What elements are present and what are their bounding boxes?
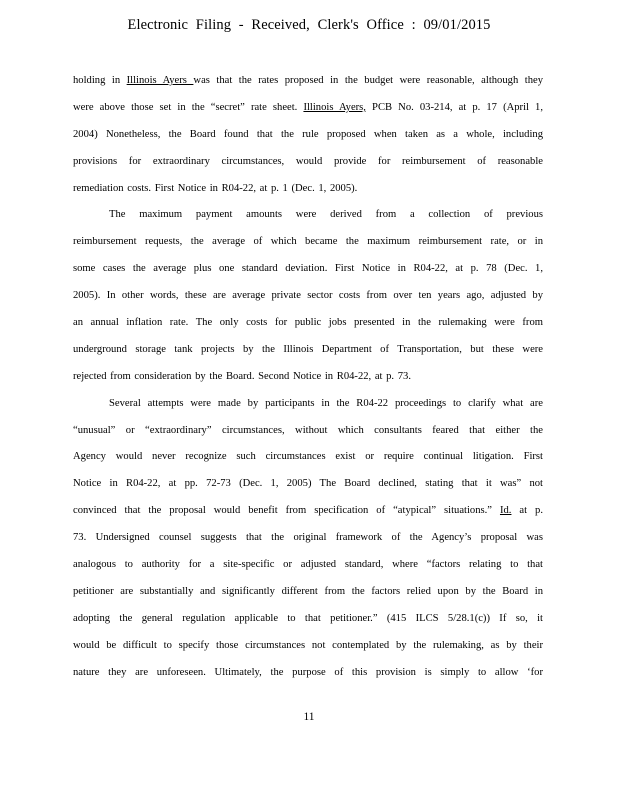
text-segment: Agency would never recognize such circumstances exist or require continual litigation. First bbox=[73, 451, 543, 463]
text-segment: provisions for extraordinary circumstances, would provide for reimbursement of reasonable bbox=[73, 155, 543, 167]
text-segment: convinced that the proposal would benefit from specification of “atypical” situations.” bbox=[73, 505, 500, 517]
text-segment: adopting the general regulation applicable to that petitioner.” (415 ILCS 5/28.1(c)) If so, it bbox=[73, 612, 543, 624]
text-segment: nature they are unforeseen. Ultimately, the purpose of this provision is simply to allow ‘for bbox=[73, 666, 543, 678]
text-line bbox=[73, 283, 543, 310]
text-line bbox=[73, 122, 543, 149]
text-line bbox=[73, 95, 543, 122]
text-line bbox=[73, 149, 543, 176]
text-segment: Notice in R04-22, at pp. 72-73 (Dec. 1, 2005) The Board declined, stating that it was” not bbox=[73, 478, 543, 490]
text-line bbox=[73, 310, 543, 337]
text-segment: The maximum payment amounts were derived from a collection of previous bbox=[109, 209, 543, 221]
text-line bbox=[73, 256, 543, 283]
text-segment: were above those set in the “secret” rate sheet. bbox=[73, 101, 304, 113]
text-line bbox=[73, 418, 543, 445]
text-segment: was that the rates proposed in the budget were reasonable, although they bbox=[193, 75, 543, 86]
filing-header: Electronic Filing - Received, Clerk's Office : 09/01/2015 bbox=[127, 17, 491, 33]
text-line bbox=[73, 660, 543, 687]
text-line bbox=[73, 364, 543, 391]
page-number: 11 bbox=[303, 711, 315, 723]
text-segment: Several attempts were made by participants in the R04-22 proceedings to clarify what are bbox=[109, 397, 543, 409]
text-line bbox=[73, 579, 543, 606]
text-line bbox=[73, 471, 543, 498]
text-line bbox=[73, 633, 543, 660]
text-line bbox=[73, 176, 543, 203]
text-line bbox=[73, 606, 543, 633]
text-line bbox=[73, 552, 543, 579]
text-line bbox=[73, 229, 543, 256]
document-body bbox=[73, 68, 543, 686]
text-segment: an annual inflation rate. The only costs for public jobs presented in the rulemaking were from bbox=[73, 317, 543, 329]
text-segment: some cases the average plus one standard deviation. First Notice in R04-22, at p. 78 (Dec. 1, bbox=[73, 263, 543, 275]
text-segment: underground storage tank projects by the Illinois Department of Transportation, but these were bbox=[73, 343, 543, 355]
citation-underlined: Illinois Ayers, bbox=[303, 101, 366, 113]
citation-underlined: Id. bbox=[499, 505, 512, 517]
text-line bbox=[73, 68, 543, 95]
text-segment: reimbursement requests, the average of which became the maximum reimbursement rate, or in bbox=[73, 236, 543, 248]
paragraph-first-line bbox=[73, 391, 543, 418]
text-segment: 73. Undersigned counsel suggests that the original framework of the Agency’s proposal was bbox=[73, 532, 543, 544]
text-line bbox=[73, 444, 543, 471]
text-segment: remediation costs. First Notice in R04-22, at p. 1 (Dec. 1, 2005). bbox=[73, 182, 358, 194]
citation-underlined: Illinois Ayers bbox=[126, 75, 194, 86]
text-segment: holding in bbox=[73, 75, 127, 86]
text-segment: analogous to authority for a site-specific or adjusted standard, where “factors relating to that bbox=[73, 559, 543, 571]
text-line bbox=[73, 498, 543, 525]
text-segment: would be difficult to specify those circumstances not contemplated by the rulemaking, as by their bbox=[73, 639, 543, 651]
text-segment: 2005). In other words, these are average private sector costs from over ten years ago, adjusted by bbox=[73, 290, 543, 302]
text-segment: petitioner are substantially and significantly different from the factors relied upon by the Board in bbox=[73, 585, 543, 597]
text-segment: at p. bbox=[511, 505, 544, 517]
text-segment: “unusual” or “extraordinary” circumstances, without which consultants feared that either the bbox=[73, 424, 543, 436]
text-line bbox=[73, 525, 543, 552]
text-line bbox=[73, 337, 543, 364]
paragraph-first-line bbox=[73, 202, 543, 229]
text-segment: rejected from consideration by the Board. Second Notice in R04-22, at p. 73. bbox=[73, 370, 411, 382]
text-segment: PCB No. 03-214, at p. 17 (April 1, bbox=[365, 101, 544, 113]
text-segment: 2004) Nonetheless, the Board found that the rule proposed when taken as a whole, including bbox=[73, 128, 543, 140]
